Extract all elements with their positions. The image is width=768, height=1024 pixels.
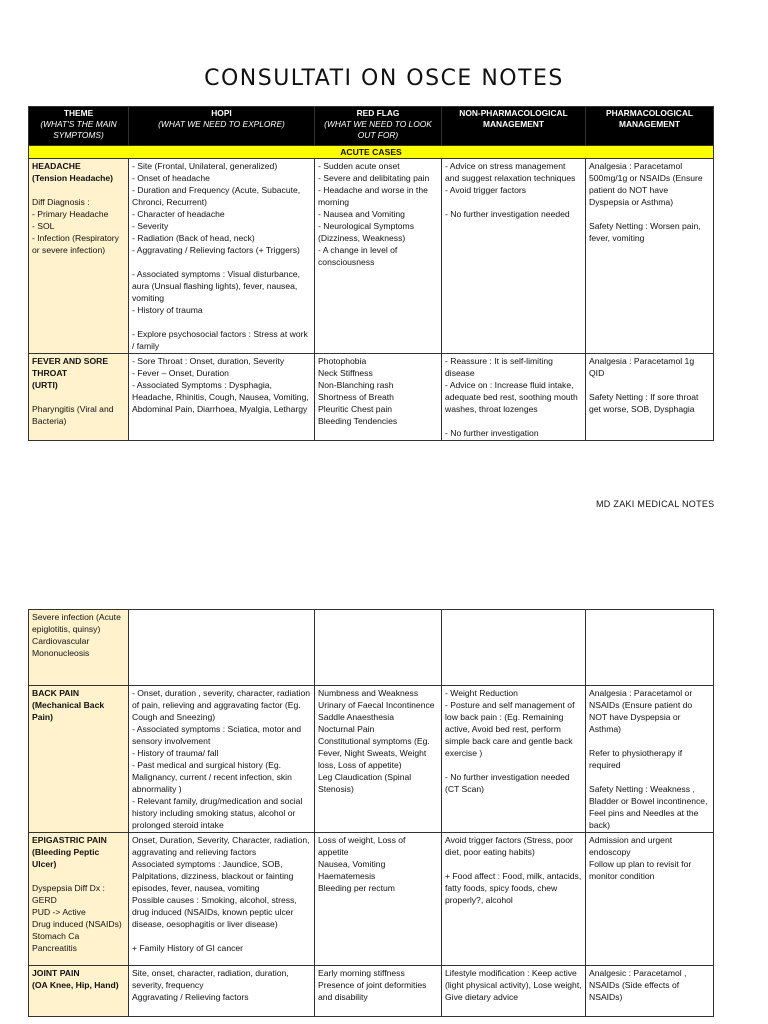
cell-line: - Neurological Symptoms (Dizziness, Weakness) <box>318 221 414 243</box>
theme-cell <box>29 686 129 833</box>
cell-line: - History of trauma/ fall <box>132 748 219 758</box>
cell-line: - Associated symptoms : Sciatica, motor and sensory involvement <box>132 724 302 746</box>
cell-line: Drug induced (NSAIDs) <box>32 919 122 929</box>
cell-line: Analgesia : Paracetamol 500mg/1g or NSAIDs (Ensure patient do NOT have Dyspepsia or Asthma) <box>589 161 703 207</box>
cell-line: Site, onset, character, radiation, duration, severity, frequency <box>132 968 289 990</box>
red-flag-cell <box>315 354 442 441</box>
cell-line <box>445 858 582 870</box>
header-main: THEME <box>63 108 94 118</box>
cell-line: (Tension Headache) <box>32 173 114 183</box>
cell-line: - Past medical and surgical history (Eg. Malignancy, current / recent infection, skin abnormality ) <box>132 760 292 794</box>
cell-line: (Mechanical Back Pain) <box>32 700 105 722</box>
cell-line: Nocturnal Pain <box>318 724 375 734</box>
osce-table-continued <box>28 609 714 1017</box>
hopi-cell <box>129 833 315 966</box>
cell-line: Pancreatitis <box>32 943 77 953</box>
cell-line: Aggravating / Relieving factors <box>132 992 249 1002</box>
pharmacological-cell <box>586 354 714 441</box>
cell-line: Presence of joint deformities and disability <box>318 980 427 1002</box>
hopi-cell <box>129 159 315 354</box>
cell-line <box>445 415 582 427</box>
cell-line: - No further investigation needed <box>445 209 570 219</box>
cell-line: - Sore Throat : Onset, duration, Severity <box>132 356 285 366</box>
table-row <box>29 966 714 1017</box>
header-theme <box>29 107 129 146</box>
cell-line: Possible causes : Smoking, alcohol, stress, drug induced (NSAIDs, known peptic ulcer disease, oesophagitis or liver disease) <box>132 895 297 929</box>
hopi-cell <box>129 686 315 833</box>
cell-line: Cardiovascular <box>32 636 90 646</box>
cell-line: - Infection (Respiratory or severe infection) <box>32 233 119 255</box>
cell-line: - Aggravating / Relieving factors (+ Triggers) <box>132 245 300 255</box>
non-pharmacological-cell <box>442 159 586 354</box>
cell-line: - Onset of headache <box>132 173 210 183</box>
cell-line: - Onset, duration , severity, character, radiation of pain, relieving and aggravating factor (Eg. Cough and Sneezing) <box>132 688 311 722</box>
cell-line: Constitutional symptoms (Eg. Fever, Night Sweats, Weight loss, Loss of appetite) <box>318 736 430 770</box>
header-main: NON-PHARMACOLOGICAL MANAGEMENT <box>459 108 568 129</box>
header-non-pharmacological <box>442 107 586 146</box>
table-row <box>29 686 714 833</box>
cell-line: - Primary Headache <box>32 209 109 219</box>
section-label: ACUTE CASES <box>29 146 714 159</box>
cell-line: Analgesia : Paracetamol or NSAIDs (Ensure patient do NOT have Dyspepsia or Asthma) <box>589 688 693 734</box>
cell-line <box>132 316 311 328</box>
theme-cell <box>29 966 129 1017</box>
cell-line: Follow up plan to revisit for monitor condition <box>589 859 692 881</box>
red-flag-cell <box>315 159 442 354</box>
cell-line: - Associated symptoms : Visual disturbance, aura (Unsual flashing lights), fever, nausea, vomiting <box>132 269 300 303</box>
cell-line: Lifestyle modification : Keep active (light physical activity), Lose weight, Give dietary advice <box>445 968 582 1002</box>
cell-line: - Severe and delibitating pain <box>318 173 430 183</box>
cell-line <box>32 184 125 196</box>
cell-line: Safety Netting : If sore throat get worse, SOB, Dysphagia <box>589 392 699 414</box>
cell-line: - Radiation (Back of head, neck) <box>132 233 255 243</box>
cell-line: - Weight Reduction <box>445 688 518 698</box>
pharmacological-cell <box>586 610 714 686</box>
cell-line <box>589 379 710 391</box>
pharmacological-cell <box>586 686 714 833</box>
cell-line: GERD <box>32 895 57 905</box>
cell-line <box>589 735 710 747</box>
header-main: HOPI <box>211 108 232 118</box>
cell-line: Mononucleosis <box>32 648 90 658</box>
cell-line: + Family History of GI cancer <box>132 943 244 953</box>
header-hopi <box>129 107 315 146</box>
cell-line: PUD -> Active <box>32 907 86 917</box>
non-pharmacological-cell <box>442 833 586 966</box>
cell-line: Non-Blanching rash <box>318 380 394 390</box>
pharmacological-cell <box>586 966 714 1017</box>
cell-line <box>32 870 125 882</box>
cell-line: - Fever – Onset, Duration <box>132 368 229 378</box>
cell-line <box>589 208 710 220</box>
cell-line: - Posture and self management of low back pain : (Eg. Remaining active, Avoid bed rest, perform simple back care and gentle back exercise ) <box>445 700 575 758</box>
cell-line <box>445 196 582 208</box>
red-flag-cell <box>315 833 442 966</box>
cell-line: Onset, Duration, Severity, Character, radiation, aggravating and relieving factors <box>132 835 310 857</box>
cell-line: - Site (Frontal, Unilateral, generalized) <box>132 161 278 171</box>
cell-line: Avoid trigger factors (Stress, poor diet, poor eating habits) <box>445 835 573 857</box>
non-pharmacological-cell <box>442 966 586 1017</box>
cell-line: - Explore psychosocial factors : Stress at work / family <box>132 329 308 351</box>
cell-line: HEADACHE <box>32 161 81 171</box>
cell-line: - Sudden acute onset <box>318 161 400 171</box>
table-row <box>29 354 714 441</box>
cell-line: Leg Claudication (Spinal Stenosis) <box>318 772 412 794</box>
cell-line: Stomach Ca <box>32 931 80 941</box>
cell-line: - A change in level of consciousness <box>318 245 398 267</box>
red-flag-cell <box>315 686 442 833</box>
cell-line <box>132 930 311 942</box>
cell-line: - Advice on stress management and suggest relaxation techniques <box>445 161 576 183</box>
cell-line <box>589 771 710 783</box>
header-sub: (WHAT'S THE MAIN SYMPTOMS) <box>40 119 117 140</box>
non-pharmacological-cell <box>442 686 586 833</box>
cell-line: Associated symptoms : Jaundice, SOB, Palpitations, dizziness, blackout or fainting episodes, fever, nausea, vomiting <box>132 859 294 893</box>
cell-line: - Duration and Frequency (Acute, Subacute, Chronci, Recurrent) <box>132 185 301 207</box>
cell-line: - No further investigation needed (CT Scan) <box>445 772 570 794</box>
osce-table-acute <box>28 106 714 441</box>
cell-line: - Reassure : It is self-limiting disease <box>445 356 553 378</box>
cell-line: Haematemesis <box>318 871 376 881</box>
cell-line: Diff Diagnosis : <box>32 197 90 207</box>
hopi-cell <box>129 966 315 1017</box>
cell-line: Numbness and Weakness <box>318 688 419 698</box>
theme-cell <box>29 354 129 441</box>
non-pharmacological-cell <box>442 610 586 686</box>
cell-line: - Nausea and Vomiting <box>318 209 405 219</box>
cell-line: Safety Netting : Worsen pain, fever, vomiting <box>589 221 701 243</box>
cell-line: - Severity <box>132 221 169 231</box>
cell-line: (URTI) <box>32 380 58 390</box>
cell-line: Pleuritic Chest pain <box>318 404 393 414</box>
cell-line: - History of trauma <box>132 305 203 315</box>
cell-line: EPIGASTRIC PAIN <box>32 835 107 845</box>
section-row <box>29 146 714 159</box>
cell-line: Neck Stiffness <box>318 368 373 378</box>
cell-line: Pharyngitis (Viral and Bacteria) <box>32 404 114 426</box>
pharmacological-cell <box>586 159 714 354</box>
theme-cell <box>29 833 129 966</box>
cell-line: - SOL <box>32 221 55 231</box>
table-row <box>29 610 714 686</box>
page-title: CONSULTATI ON OSCE NOTES <box>204 66 564 91</box>
cell-line: - Character of headache <box>132 209 225 219</box>
table-row <box>29 159 714 354</box>
cell-line: Saddle Anaesthesia <box>318 712 394 722</box>
cell-line: (Bleeding Peptic Ulcer) <box>32 847 100 869</box>
theme-cell <box>29 159 129 354</box>
header-sub: (WHAT WE NEED TO LOOK OUT FOR) <box>324 119 432 140</box>
cell-line: (OA Knee, Hip, Hand) <box>32 980 119 990</box>
red-flag-cell <box>315 966 442 1017</box>
cell-line: - No further investigation <box>445 428 539 438</box>
cell-line <box>32 391 125 403</box>
cell-line: Shortness of Breath <box>318 392 394 402</box>
footer-note: MD ZAKI MEDICAL NOTES <box>596 499 715 509</box>
cell-line <box>132 256 311 268</box>
cell-line: + Food affect : Food, milk, antacids, fatty foods, spicy foods, chew properly?, alcohol <box>445 871 582 905</box>
table-header-row <box>29 107 714 146</box>
cell-line: Loss of weight, Loss of appetite <box>318 835 406 857</box>
cell-line: - Associated Symptoms : Dysphagia, Headache, Rhinitis, Cough, Nausea, Vomiting, Abdominal Pain, Diarrhoea, Myalgia, Lethargy <box>132 380 309 414</box>
cell-line: Dyspepsia Diff Dx : <box>32 883 105 893</box>
pharmacological-cell <box>586 833 714 966</box>
cell-line: Analgesic : Paracetamol , NSAIDs (Side effects of NSAIDs) <box>589 968 687 1002</box>
red-flag-cell <box>315 610 442 686</box>
header-main: RED FLAG <box>356 108 400 118</box>
theme-cell <box>29 610 129 686</box>
header-red-flag <box>315 107 442 146</box>
cell-line: Safety Netting : Weakness , Bladder or Bowel incontinence, Feel pins and Needles at the back) <box>589 784 708 830</box>
cell-line: FEVER AND SORE THROAT <box>32 356 109 378</box>
cell-line: - Relevant family, drug/medication and social history including smoking status, alcohol or prolonged steroid intake <box>132 796 303 830</box>
cell-line: JOINT PAIN <box>32 968 80 978</box>
cell-line: Severe infection (Acute epiglotitis, quinsy) <box>32 612 121 634</box>
cell-line: Photophobia <box>318 356 367 366</box>
header-pharmacological <box>586 107 714 146</box>
table-row <box>29 833 714 966</box>
cell-line: Bleeding Tendencies <box>318 416 398 426</box>
non-pharmacological-cell <box>442 354 586 441</box>
cell-line: Early morning stiffness <box>318 968 405 978</box>
header-main: PHARMACOLOGICAL MANAGEMENT <box>605 108 693 129</box>
cell-line: - Headache and worse in the morning <box>318 185 428 207</box>
cell-line: - Avoid trigger factors <box>445 185 527 195</box>
cell-line: Refer to physiotherapy if required <box>589 748 683 770</box>
cell-line <box>445 759 582 771</box>
cell-line: Nausea, Vomiting <box>318 859 386 869</box>
cell-line: BACK PAIN <box>32 688 80 698</box>
cell-line: Bleeding per rectum <box>318 883 395 893</box>
header-sub: (WHAT WE NEED TO EXPLORE) <box>158 119 285 129</box>
hopi-cell <box>129 354 315 441</box>
cell-line: Urinary of Faecal Incontinence <box>318 700 435 710</box>
cell-line: Admission and urgent endoscopy <box>589 835 673 857</box>
cell-line: - Advice on : Increase fluid intake, adequate bed rest, soothing mouth washes, throat lozenges <box>445 380 578 414</box>
hopi-cell <box>129 610 315 686</box>
cell-line: Analgesia : Paracetamol 1g QID <box>589 356 695 378</box>
